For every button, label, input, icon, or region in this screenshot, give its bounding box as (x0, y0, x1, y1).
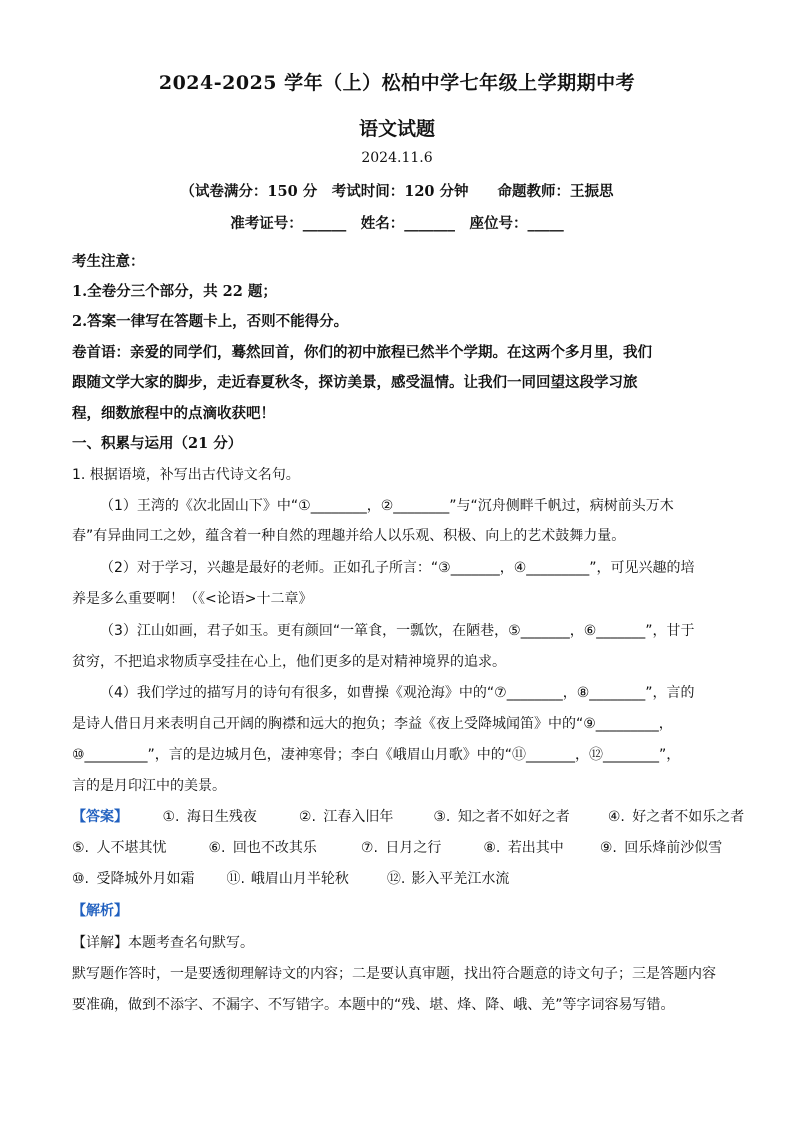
q1-part4-line3: ⑩_________”，言的是边城月色，凄神寒骨；李白《峨眉山月歌》中的“⑪_______，⑫________”， (72, 747, 681, 763)
q1-part2-line1: （2）对于学习，兴趣是最好的老师。正如孔子所言：“③_______，④_________”，可见兴趣的培 (100, 560, 695, 576)
exam-title: 2024-2025 学年（上）松柏中学七年级上学期期中考 (158, 72, 636, 94)
answer-item: ①. 海日生残夜 (162, 809, 257, 825)
answer-item: ⑩. 受降城外月如霜 (72, 871, 195, 887)
preface-line-3: 程，细数旅程中的点滴收获吧！ (72, 405, 275, 422)
preface-line-2: 跟随文学大家的脚步，走近春夏秋冬，探访美景，感受温情。让我们一同回望这段学习旅 (72, 374, 638, 391)
analysis-detail: 【详解】本题考查名句默写。 (72, 935, 254, 951)
answer-item: ⑨. 回乐烽前沙似雪 (599, 840, 723, 856)
exam-date: 2024.11.6 (361, 150, 433, 166)
answer-item: ⑧. 若出其中 (483, 840, 564, 856)
q1-part4-line2: 是诗人借日月来表明自己开阔的胸襟和远大的抱负；李益《夜上受降城闻笛》中的“⑨_________， (72, 716, 673, 732)
q1-part1-line2: 春”有异曲同工之妙，蕴含着一种自然的理趣并给人以乐观、积极、向上的艺术鼓舞力量。 (72, 528, 626, 544)
notice-item-2: 2.答案一律写在答题卡上，否则不能得分。 (72, 313, 349, 330)
q1-part4-line1: （4）我们学过的描写月的诗句有很多，如曹操《观沧海》中的“⑦________，⑧________”，言的 (100, 685, 695, 701)
answer-item: ⑫. 影入平羌江水流 (386, 871, 510, 887)
section-heading: 一、积累与运用（21 分） (72, 435, 243, 452)
q1-part1-line1: （1）王湾的《次北固山下》中“①________，②________”与“沉舟侧畔千帆过，病树前头万木 (100, 498, 674, 514)
answer-item: ⑦. 日月之行 (360, 840, 442, 856)
answer-item: ④. 好之者不如乐之者 (607, 809, 745, 825)
q1-part2-line2: 养是多么重要啊！（《<论语>十二章》 (72, 591, 313, 607)
answer-row-2 (72, 837, 722, 857)
answer-item: ⑥. 回也不改其乐 (208, 840, 317, 856)
notice-item-1: 1.全卷分三个部分，共 22 题； (72, 283, 277, 300)
answer-item: ②. 江春入旧年 (298, 809, 394, 825)
answer-label: 【答案】 (72, 809, 128, 825)
answer-item: ③. 知之者不如好之者 (433, 809, 570, 825)
q1-part3-line2: 贫穷，不把追求物质享受挂在心上，他们更多的是对精神境界的追求。 (72, 654, 506, 670)
q1-part4-line4: 言的是月印江中的美景。 (72, 778, 226, 794)
analysis-text-2: 要准确，做到不添字、不漏字、不写错字。本题中的“残、堪、烽、降、峨、羌”等字词容易写错。 (72, 997, 675, 1013)
answer-item: ⑤. 人不堪其忧 (72, 840, 167, 856)
analysis-text-1: 默写题作答时，一是要透彻理解诗文的内容；二是要认真审题，找出符合题意的诗文句子；三是答题内容 (72, 966, 716, 982)
analysis-label: 【解析】 (72, 903, 128, 919)
q1-part3-line1: （3）江山如画，君子如玉。更有颜回“一箪食，一瓢饮，在陋巷，⑤_______，⑥_______”，甘于 (100, 623, 695, 639)
preface-line-1: 卷首语：亲爱的同学们，蓦然回首，你们的初中旅程已然半个学期。在这两个多月里，我们 (72, 344, 652, 361)
exam-subtitle: 语文试题 (358, 118, 435, 140)
exam-fields: 准考证号：______ 姓名：_______ 座位号：_____ (230, 215, 564, 232)
answer-item: ⑪. 峨眉山月半轮秋 (226, 871, 349, 887)
answer-row-3 (72, 868, 509, 888)
answer-row-1 (72, 806, 744, 826)
notice-heading: 考生注意： (72, 253, 145, 270)
exam-info: （试卷满分：150 分 考试时间：120 分钟 命题教师：王振思 (180, 183, 614, 200)
question-1: 1. 根据语境，补写出古代诗文名句。 (72, 467, 300, 483)
